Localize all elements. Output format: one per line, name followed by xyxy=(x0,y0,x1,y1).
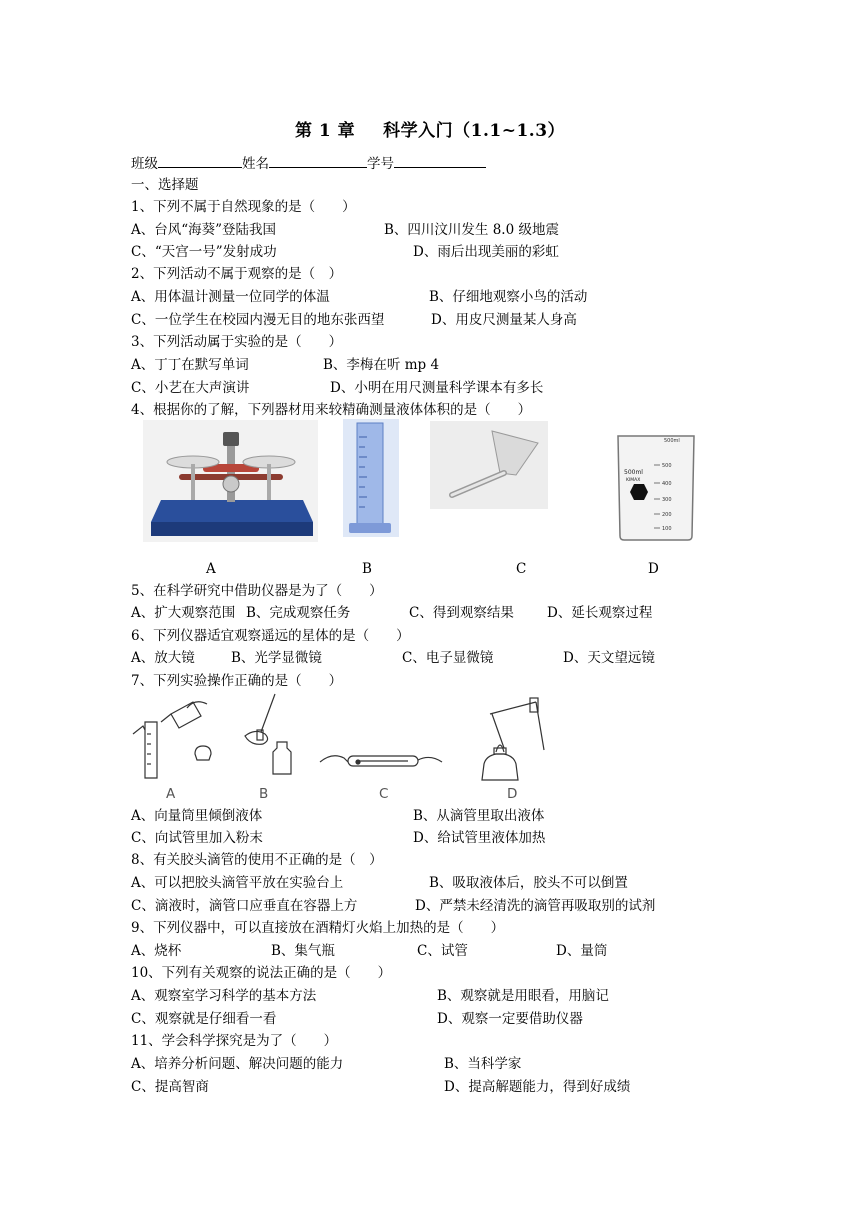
q11-option-b[interactable]: B、当科学家 xyxy=(444,1056,522,1072)
q11-option-d[interactable]: D、提高解题能力，得到好成绩 xyxy=(444,1079,631,1095)
question-5-stem: 5、在科学研究中借助仪器是为了（ ） xyxy=(131,583,383,599)
q5-option-b[interactable]: B、完成观察任务 xyxy=(246,605,351,621)
class-blank[interactable] xyxy=(158,153,242,168)
question-3-stem: 3、下列活动属于实验的是（ ） xyxy=(131,334,343,350)
question-9-stem: 9、下列仪器中，可以直接放在酒精灯火焰上加热的是（ ） xyxy=(131,920,505,936)
q8-option-d[interactable]: D、严禁未经清洗的滴管再吸取别的试剂 xyxy=(415,898,656,914)
q4-figure-label-d: D xyxy=(648,561,659,577)
q7-figure-label-a: A xyxy=(166,786,176,802)
q7-figure-label-c: C xyxy=(379,786,389,802)
q10-option-c[interactable]: C、观察就是仔细看一看 xyxy=(131,1011,277,1027)
beaker-brand-text: KIMAX xyxy=(626,478,641,483)
question-8-stem: 8、有关胶头滴管的使用不正确的是（ ） xyxy=(131,852,383,868)
q6-option-a[interactable]: A、放大镜 xyxy=(131,650,195,666)
q4-figure-label-b: B xyxy=(362,561,372,577)
id-blank[interactable] xyxy=(394,153,486,168)
q6-option-c[interactable]: C、电子显微镜 xyxy=(402,650,494,666)
student-info-row xyxy=(131,153,486,173)
q7-option-d[interactable]: D、给试管里液体加热 xyxy=(413,830,546,846)
question-10-stem: 10、下列有关观察的说法正确的是（ ） xyxy=(131,965,392,981)
q5-option-c[interactable]: C、得到观察结果 xyxy=(409,605,514,621)
question-2-stem: 2、下列活动不属于观察的是（ ） xyxy=(131,266,343,282)
q2-option-a[interactable]: A、用体温计测量一位同学的体温 xyxy=(131,289,330,305)
q5-option-a[interactable]: A、扩大观察范围 xyxy=(131,605,236,621)
dropper-from-bottle-drawing[interactable] xyxy=(235,692,301,778)
q9-option-b[interactable]: B、集气瓶 xyxy=(271,943,335,959)
q2-option-c[interactable]: C、一位学生在校园内漫无目的地东张西望 xyxy=(131,312,385,328)
q1-option-b[interactable]: B、四川汶川发生 8.0 级地震 xyxy=(384,222,559,238)
beaker-tick-100: 100 xyxy=(662,526,672,532)
beaker-tick-300: 300 xyxy=(662,497,672,503)
q1-option-d[interactable]: D、雨后出现美丽的彩虹 xyxy=(413,244,559,260)
beaker-top-mark: 500ml xyxy=(664,438,680,444)
q9-option-a[interactable]: A、烧杯 xyxy=(131,943,182,959)
beaker-tick-200: 200 xyxy=(662,512,672,518)
q11-option-a[interactable]: A、培养分析问题、解决问题的能力 xyxy=(131,1056,344,1072)
q1-option-a[interactable]: A、台风“海葵”登陆我国 xyxy=(131,222,277,238)
page-title xyxy=(0,116,860,141)
q10-option-d[interactable]: D、观察一定要借助仪器 xyxy=(437,1011,583,1027)
balance-scale-image[interactable] xyxy=(143,420,318,542)
question-6-stem: 6、下列仪器适宜观察遥远的星体的是（ ） xyxy=(131,628,410,644)
id-label: 学号 xyxy=(367,156,394,172)
beaker-tick-500: 500 xyxy=(662,463,672,469)
adding-powder-to-tube-drawing[interactable] xyxy=(318,740,444,776)
q2-option-d[interactable]: D、用皮尺测量某人身高 xyxy=(431,312,577,328)
beaker-capacity-text: 500ml xyxy=(624,469,643,476)
q3-option-a[interactable]: A、丁丁在默写单词 xyxy=(131,357,249,373)
beaker-tick-400: 400 xyxy=(662,481,672,487)
q3-option-d[interactable]: D、小明在用尺测量科学课本有多长 xyxy=(330,380,544,396)
q3-option-b[interactable]: B、李梅在听 mp 4 xyxy=(323,357,440,373)
beaker-image[interactable] xyxy=(612,430,700,544)
q7-figure-label-b: B xyxy=(259,786,269,802)
q8-option-a[interactable]: A、可以把胶头滴管平放在实验台上 xyxy=(131,875,344,891)
q8-option-b[interactable]: B、吸取液体后，胶头不可以倒置 xyxy=(429,875,628,891)
class-label: 班级 xyxy=(131,156,158,172)
q9-option-c[interactable]: C、试管 xyxy=(417,943,468,959)
pouring-into-cylinder-drawing[interactable] xyxy=(131,694,217,784)
chapter-number: 第 1 章 xyxy=(294,121,356,141)
q7-option-c[interactable]: C、向试管里加入粉末 xyxy=(131,830,263,846)
q3-option-c[interactable]: C、小艺在大声演讲 xyxy=(131,380,250,396)
q8-option-c[interactable]: C、滴液时，滴管口应垂直在容器上方 xyxy=(131,898,358,914)
question-11-stem: 11、学会科学探究是为了（ ） xyxy=(131,1033,338,1049)
question-1-stem: 1、下列不属于自然现象的是（ ） xyxy=(131,199,356,215)
q7-option-a[interactable]: A、向量筒里倾倒液体 xyxy=(131,808,263,824)
question-4-stem: 4、根据你的了解，下列器材用来较精确测量液体体积的是（ ） xyxy=(131,402,532,418)
name-label: 姓名 xyxy=(242,156,269,172)
q2-option-b[interactable]: B、仔细地观察小鸟的活动 xyxy=(429,289,588,305)
q7-option-b[interactable]: B、从滴管里取出液体 xyxy=(413,808,545,824)
q10-option-a[interactable]: A、观察室学习科学的基本方法 xyxy=(131,988,317,1004)
heating-test-tube-drawing[interactable] xyxy=(470,694,556,782)
name-blank[interactable] xyxy=(269,153,367,168)
q11-option-c[interactable]: C、提高智商 xyxy=(131,1079,209,1095)
q6-option-b[interactable]: B、光学显微镜 xyxy=(231,650,322,666)
q6-option-d[interactable]: D、天文望远镜 xyxy=(563,650,655,666)
q7-figure-label-d: D xyxy=(507,786,518,802)
q1-option-c[interactable]: C、“天宫一号”发射成功 xyxy=(131,244,277,260)
section-heading: 一、选择题 xyxy=(131,177,199,193)
q4-figure-label-c: C xyxy=(516,561,527,577)
q5-option-d[interactable]: D、延长观察过程 xyxy=(547,605,653,621)
chapter-name: 科学入门（1.1~1.3） xyxy=(383,121,566,141)
q9-option-d[interactable]: D、量筒 xyxy=(556,943,608,959)
funnel-image[interactable] xyxy=(430,421,548,509)
question-7-stem: 7、下列实验操作正确的是（ ） xyxy=(131,673,343,689)
q10-option-b[interactable]: B、观察就是用眼看，用脑记 xyxy=(437,988,609,1004)
graduated-cylinder-image[interactable] xyxy=(343,419,399,537)
q4-figure-label-a: A xyxy=(206,561,216,577)
